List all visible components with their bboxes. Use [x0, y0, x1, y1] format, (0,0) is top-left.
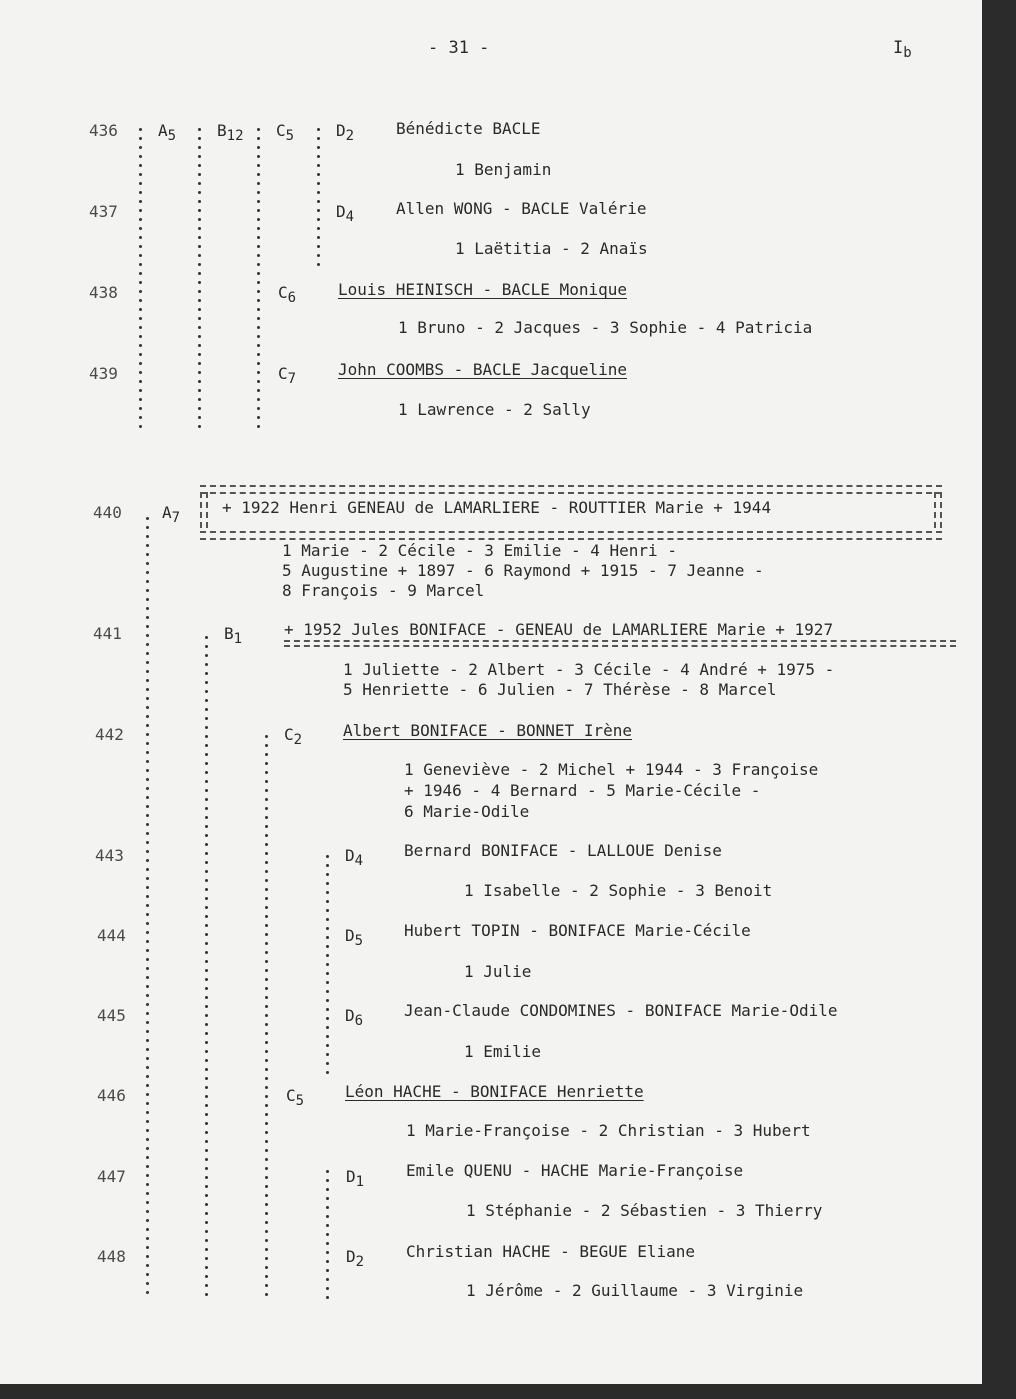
code-446: $C_5$: [286, 1086, 305, 1109]
entry-children-442-line3: 6 Marie-Odile: [404, 802, 530, 821]
entry-children-445: 1 Emilie: [464, 1042, 542, 1061]
entry-number-443: 443: [95, 846, 124, 865]
scan-edge-bottom: [0, 1384, 1016, 1399]
code-448: $D_2$: [346, 1247, 365, 1270]
section-letter: I: [893, 38, 904, 58]
entry-number-436: 436: [89, 121, 118, 140]
code-447: $D_1$: [346, 1167, 365, 1190]
entry-name-447: Emile QUENU - HACHE Marie-Françoise: [406, 1161, 744, 1180]
entry-name-448: Christian HACHE - BEGUE Eliane: [406, 1242, 695, 1261]
entry-name-440: + 1922 Henri GENEAU de LAMARLIERE - ROUTTIER Marie + 1944: [222, 498, 772, 517]
entry-number-448: 448: [97, 1247, 126, 1266]
code-c5: $C_5$: [276, 121, 295, 144]
entry-children-442-line1: 1 Geneviève - 2 Michel + 1944 - 3 Françoise: [404, 760, 819, 779]
entry-children-446: 1 Marie-Françoise - 2 Christian - 3 Hubert: [406, 1121, 811, 1140]
entry-number-444: 444: [97, 926, 126, 945]
entry-name-441: + 1952 Jules BONIFACE - GENEAU de LAMARLIERE Marie + 1927: [284, 620, 834, 639]
entry-children-441-line2: 5 Henriette - 6 Julien - 7 Thérèse - 8 Marcel: [343, 680, 777, 699]
entry-children-444: 1 Julie: [464, 962, 532, 981]
code-438: $C_6$: [278, 283, 297, 306]
entry-children-438: 1 Bruno - 2 Jacques - 3 Sophie - 4 Patricia: [398, 318, 813, 337]
dotted-column-a: [138, 128, 144, 438]
entry-name-438: Louis HEINISCH - BACLE Monique: [338, 280, 627, 299]
dotted-column-d-2: [325, 855, 331, 1087]
double-rule-top: [200, 485, 942, 494]
entry-number-445: 445: [97, 1006, 126, 1025]
entry-number-440: 440: [93, 503, 122, 522]
entry-children-442-line2: + 1946 - 4 Bernard - 5 Marie-Cécile -: [404, 781, 761, 800]
section-label: [893, 38, 912, 59]
entry-children-443: 1 Isabelle - 2 Sophie - 3 Benoit: [464, 881, 773, 900]
code-437: $D_4$: [336, 202, 355, 225]
entry-children-437: 1 Laëtitia - 2 Anaïs: [455, 239, 648, 258]
code-445: $D_6$: [345, 1006, 364, 1029]
entry-name-436: Bénédicte BACLE: [396, 119, 541, 138]
dotted-column-d-3: [325, 1170, 331, 1307]
entry-number-438: 438: [89, 283, 118, 302]
entry-name-446: Léon HACHE - BONIFACE Henriette: [345, 1082, 644, 1101]
entry-children-440-line2: 5 Augustine + 1897 - 6 Raymond + 1915 - 7 Jeanne -: [282, 561, 764, 580]
entry-name-443: Bernard BONIFACE - LALLOUE Denise: [404, 841, 722, 860]
entry-number-447: 447: [97, 1167, 126, 1186]
entry-number-439: 439: [89, 364, 118, 383]
entry-number-441: 441: [93, 624, 122, 643]
code-440: $A_7$: [162, 503, 181, 526]
double-rule-right: [934, 492, 942, 528]
page-number: - 31 -: [428, 38, 490, 58]
entry-children-440-line3: 8 François - 9 Marcel: [282, 581, 485, 600]
entry-name-437: Allen WONG - BACLE Valérie: [396, 199, 647, 218]
code-443: $D_4$: [345, 846, 364, 869]
double-underline-441: [284, 640, 956, 647]
entry-name-444: Hubert TOPIN - BONIFACE Marie-Cécile: [404, 921, 751, 940]
scan-edge-right: [982, 0, 1016, 1399]
entry-children-448: 1 Jérôme - 2 Guillaume - 3 Virginie: [466, 1281, 804, 1300]
dotted-column-b-2: [204, 636, 210, 1307]
dotted-column-c-2: [264, 735, 270, 1307]
code-441: $B_1$: [224, 624, 243, 647]
code-b12: $B_{12}$: [217, 121, 244, 144]
entry-children-436: 1 Benjamin: [455, 160, 552, 179]
dotted-column-c: [256, 128, 262, 438]
entry-children-441-line1: 1 Juliette - 2 Albert - 3 Cécile - 4 André + 1975 -: [343, 660, 835, 679]
entry-name-445: Jean-Claude CONDOMINES - BONIFACE Marie-Odile: [404, 1001, 838, 1020]
code-439: $C_7$: [278, 364, 297, 387]
dotted-column-b: [197, 128, 203, 438]
entry-number-442: 442: [95, 725, 124, 744]
entry-number-446: 446: [97, 1086, 126, 1105]
double-rule-left: [200, 492, 208, 528]
code-d2: $D_2$: [336, 121, 355, 144]
entry-children-447: 1 Stéphanie - 2 Sébastien - 3 Thierry: [466, 1201, 823, 1220]
code-442: $C_2$: [284, 725, 303, 748]
double-rule-bottom: [200, 531, 942, 540]
dotted-column-d: [316, 128, 322, 278]
code-a5: $A_5$: [158, 121, 177, 144]
entry-number-437: 437: [89, 202, 118, 221]
entry-children-439: 1 Lawrence - 2 Sally: [398, 400, 591, 419]
entry-children-440-line1: 1 Marie - 2 Cécile - 3 Emilie - 4 Henri -: [282, 541, 677, 560]
entry-name-439: John COOMBS - BACLE Jacqueline: [338, 360, 627, 379]
code-444: $D_5$: [345, 926, 364, 949]
entry-name-442: Albert BONIFACE - BONNET Irène: [343, 721, 632, 740]
dotted-column-a-2: [145, 517, 151, 1307]
section-subscript: b: [903, 45, 912, 61]
